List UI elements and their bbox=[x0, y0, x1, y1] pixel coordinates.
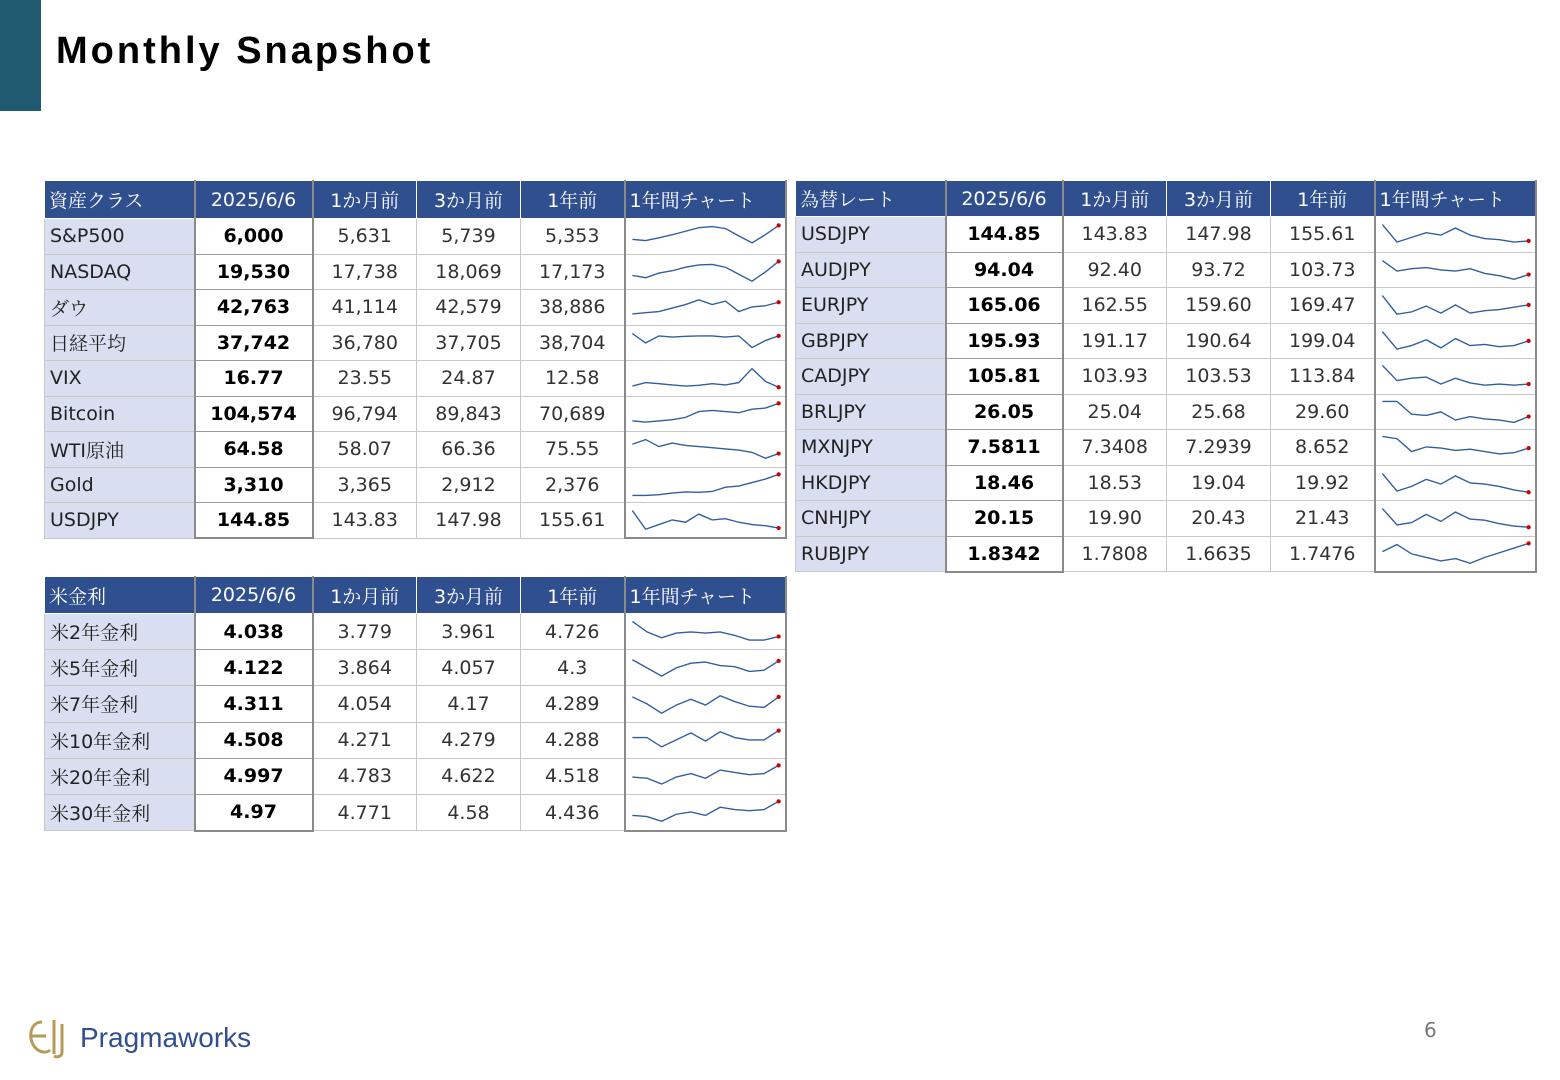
table-row bbox=[45, 396, 786, 432]
table-header-row bbox=[796, 181, 1536, 217]
fx-rate-table bbox=[795, 180, 1537, 573]
table-row bbox=[45, 361, 786, 397]
sparkline-cell bbox=[1375, 430, 1536, 466]
column-header: 1年前 bbox=[521, 181, 625, 219]
row-label: S&P500 bbox=[45, 219, 195, 255]
current-value-cell: 64.58 bbox=[195, 432, 313, 468]
sparkline-last-point bbox=[1526, 303, 1530, 307]
pragmaworks-logo-mark-icon bbox=[24, 1016, 72, 1060]
sparkline-chart bbox=[1376, 254, 1535, 286]
historical-value-cell: 89,843 bbox=[417, 396, 521, 432]
historical-value-cell: 159.60 bbox=[1167, 288, 1271, 324]
row-label: 日経平均 bbox=[45, 325, 195, 361]
sparkline-chart bbox=[626, 327, 785, 359]
historical-value-cell: 147.98 bbox=[1167, 217, 1271, 253]
sparkline-series bbox=[632, 621, 778, 640]
row-label: 米5年金利 bbox=[45, 650, 195, 686]
historical-value-cell: 96,794 bbox=[313, 396, 417, 432]
row-label: 米20年金利 bbox=[45, 758, 195, 794]
historical-value-cell: 37,705 bbox=[417, 325, 521, 361]
page-title: Monthly Snapshot bbox=[56, 30, 434, 72]
historical-value-cell: 155.61 bbox=[1271, 217, 1375, 253]
sparkline-series bbox=[1382, 543, 1528, 563]
current-value-cell: 144.85 bbox=[195, 503, 313, 539]
sparkline-chart bbox=[1376, 396, 1535, 428]
historical-value-cell: 3,365 bbox=[313, 467, 417, 503]
column-header: 3か月前 bbox=[417, 181, 521, 219]
sparkline-series bbox=[1382, 473, 1528, 492]
historical-value-cell: 4.58 bbox=[417, 794, 521, 830]
row-label: BRLJPY bbox=[796, 394, 946, 430]
sparkline-cell bbox=[625, 254, 786, 290]
current-value-cell: 165.06 bbox=[946, 288, 1063, 324]
historical-value-cell: 143.83 bbox=[313, 503, 417, 539]
current-value-cell: 37,742 bbox=[195, 325, 313, 361]
sparkline-chart bbox=[626, 688, 785, 720]
current-value-cell: 94.04 bbox=[946, 252, 1063, 288]
sparkline-last-point bbox=[776, 401, 780, 405]
table-row bbox=[796, 217, 1536, 253]
table-row bbox=[796, 323, 1536, 359]
sparkline-series bbox=[1382, 509, 1528, 528]
sparkline-last-point bbox=[1526, 382, 1530, 386]
current-value-cell: 18.46 bbox=[946, 465, 1063, 501]
sparkline-last-point bbox=[1526, 446, 1530, 450]
sparkline-chart bbox=[1376, 289, 1535, 321]
sparkline-last-point bbox=[1526, 490, 1530, 494]
historical-value-cell: 19.90 bbox=[1063, 501, 1167, 537]
current-value-cell: 3,310 bbox=[195, 467, 313, 503]
column-header: 1年間チャート bbox=[1375, 181, 1536, 217]
row-label: 米10年金利 bbox=[45, 722, 195, 758]
table-row bbox=[45, 467, 786, 503]
sparkline-last-point bbox=[1526, 339, 1530, 343]
sparkline-series bbox=[1382, 260, 1528, 279]
current-value-cell: 20.15 bbox=[946, 501, 1063, 537]
sparkline-last-point bbox=[776, 224, 780, 228]
sparkline-chart bbox=[626, 362, 785, 394]
historical-value-cell: 92.40 bbox=[1063, 252, 1167, 288]
sparkline-cell bbox=[625, 396, 786, 432]
table-row bbox=[45, 758, 786, 794]
current-value-cell: 1.8342 bbox=[946, 536, 1063, 572]
sparkline-series bbox=[1382, 296, 1528, 315]
column-header: 1年間チャート bbox=[625, 577, 786, 614]
historical-value-cell: 20.43 bbox=[1167, 501, 1271, 537]
historical-value-cell: 4.622 bbox=[417, 758, 521, 794]
sparkline-last-point bbox=[776, 659, 780, 663]
sparkline-last-point bbox=[776, 385, 780, 389]
historical-value-cell: 191.17 bbox=[1063, 323, 1167, 359]
sparkline-cell bbox=[1375, 359, 1536, 395]
historical-value-cell: 4.518 bbox=[521, 758, 625, 794]
sparkline-series bbox=[632, 802, 778, 822]
row-label: MXNJPY bbox=[796, 430, 946, 466]
sparkline-last-point bbox=[776, 472, 780, 476]
historical-value-cell: 3.864 bbox=[313, 650, 417, 686]
table-row bbox=[45, 290, 786, 326]
historical-value-cell: 4.17 bbox=[417, 686, 521, 722]
sparkline-chart bbox=[626, 398, 785, 430]
sparkline-series bbox=[632, 696, 778, 713]
historical-value-cell: 38,886 bbox=[521, 290, 625, 326]
sparkline-last-point bbox=[1526, 541, 1530, 545]
sparkline-cell bbox=[625, 794, 786, 830]
row-label: GBPJPY bbox=[796, 323, 946, 359]
sparkline-chart bbox=[626, 220, 785, 252]
current-value-cell: 4.97 bbox=[195, 794, 313, 830]
row-label: Bitcoin bbox=[45, 396, 195, 432]
row-label: CNHJPY bbox=[796, 501, 946, 537]
sparkline-last-point bbox=[776, 526, 780, 530]
sparkline-last-point bbox=[1526, 272, 1530, 276]
historical-value-cell: 4.3 bbox=[521, 650, 625, 686]
sparkline-cell bbox=[1375, 465, 1536, 501]
row-label: CADJPY bbox=[796, 359, 946, 395]
sparkline-series bbox=[632, 403, 778, 422]
pragmaworks-logo bbox=[24, 1016, 251, 1060]
sparkline-last-point bbox=[776, 729, 780, 733]
table-row bbox=[796, 430, 1536, 466]
sparkline-chart bbox=[626, 760, 785, 792]
column-header: 2025/6/6 bbox=[946, 181, 1063, 217]
title-accent-bar bbox=[0, 0, 41, 111]
historical-value-cell: 5,353 bbox=[521, 219, 625, 255]
sparkline-chart bbox=[626, 256, 785, 288]
historical-value-cell: 4.726 bbox=[521, 614, 625, 650]
sparkline-cell bbox=[625, 432, 786, 468]
sparkline-series bbox=[632, 333, 778, 347]
sparkline-series bbox=[1382, 366, 1528, 386]
current-value-cell: 104,574 bbox=[195, 396, 313, 432]
sparkline-chart bbox=[1376, 325, 1535, 357]
table-row bbox=[796, 288, 1536, 324]
historical-value-cell: 7.2939 bbox=[1167, 430, 1271, 466]
sparkline-cell bbox=[1375, 252, 1536, 288]
current-value-cell: 105.81 bbox=[946, 359, 1063, 395]
row-label: Gold bbox=[45, 467, 195, 503]
us-rates-table bbox=[44, 576, 787, 832]
historical-value-cell: 5,739 bbox=[417, 219, 521, 255]
table-row bbox=[45, 686, 786, 722]
sparkline-chart bbox=[626, 433, 785, 465]
row-label: WTI原油 bbox=[45, 432, 195, 468]
sparkline-cell bbox=[1375, 323, 1536, 359]
column-header: 3か月前 bbox=[417, 577, 521, 614]
sparkline-chart bbox=[626, 504, 785, 536]
historical-value-cell: 147.98 bbox=[417, 503, 521, 539]
sparkline-series bbox=[1382, 331, 1528, 348]
current-value-cell: 42,763 bbox=[195, 290, 313, 326]
current-value-cell: 144.85 bbox=[946, 217, 1063, 253]
table-row bbox=[45, 254, 786, 290]
sparkline-series bbox=[632, 261, 778, 281]
sparkline-cell bbox=[625, 290, 786, 326]
sparkline-chart bbox=[626, 796, 785, 828]
historical-value-cell: 21.43 bbox=[1271, 501, 1375, 537]
page-number: 6 bbox=[1424, 1018, 1437, 1042]
current-value-cell: 7.5811 bbox=[946, 430, 1063, 466]
historical-value-cell: 19.04 bbox=[1167, 465, 1271, 501]
column-header: 1年前 bbox=[521, 577, 625, 614]
sparkline-cell bbox=[1375, 288, 1536, 324]
brand-name: Pragmaworks bbox=[80, 1022, 252, 1053]
sparkline-cell bbox=[1375, 536, 1536, 572]
current-value-cell: 6,000 bbox=[195, 219, 313, 255]
row-label: VIX bbox=[45, 361, 195, 397]
sparkline-cell bbox=[625, 614, 786, 650]
historical-value-cell: 36,780 bbox=[313, 325, 417, 361]
sparkline-last-point bbox=[776, 452, 780, 456]
historical-value-cell: 17,738 bbox=[313, 254, 417, 290]
historical-value-cell: 7.3408 bbox=[1063, 430, 1167, 466]
historical-value-cell: 4.436 bbox=[521, 794, 625, 830]
table-row bbox=[796, 359, 1536, 395]
table-header-row bbox=[45, 181, 786, 219]
table-row bbox=[45, 503, 786, 539]
sparkline-series bbox=[632, 731, 778, 747]
historical-value-cell: 66.36 bbox=[417, 432, 521, 468]
column-header: 2025/6/6 bbox=[195, 181, 313, 219]
historical-value-cell: 93.72 bbox=[1167, 252, 1271, 288]
historical-value-cell: 2,376 bbox=[521, 467, 625, 503]
historical-value-cell: 4.289 bbox=[521, 686, 625, 722]
column-header: 1年前 bbox=[1271, 181, 1375, 217]
sparkline-series bbox=[1382, 437, 1528, 454]
table-row bbox=[45, 219, 786, 255]
historical-value-cell: 3.779 bbox=[313, 614, 417, 650]
sparkline-series bbox=[632, 300, 778, 314]
table-row bbox=[45, 722, 786, 758]
sparkline-chart bbox=[1376, 218, 1535, 250]
row-label: NASDAQ bbox=[45, 254, 195, 290]
table-row bbox=[796, 394, 1536, 430]
sparkline-series bbox=[632, 440, 778, 459]
table-header-row bbox=[45, 577, 786, 614]
sparkline-series bbox=[632, 369, 778, 388]
row-label: ダウ bbox=[45, 290, 195, 326]
historical-value-cell: 113.84 bbox=[1271, 359, 1375, 395]
sparkline-last-point bbox=[1526, 525, 1530, 529]
historical-value-cell: 58.07 bbox=[313, 432, 417, 468]
table-row bbox=[796, 252, 1536, 288]
historical-value-cell: 3.961 bbox=[417, 614, 521, 650]
historical-value-cell: 38,704 bbox=[521, 325, 625, 361]
column-header: 1か月前 bbox=[1063, 181, 1167, 217]
row-label: HKDJPY bbox=[796, 465, 946, 501]
sparkline-last-point bbox=[776, 764, 780, 768]
sparkline-last-point bbox=[1526, 414, 1530, 418]
table-row bbox=[796, 465, 1536, 501]
historical-value-cell: 199.04 bbox=[1271, 323, 1375, 359]
table-row bbox=[45, 614, 786, 650]
sparkline-last-point bbox=[776, 300, 780, 304]
sparkline-chart bbox=[626, 616, 785, 648]
historical-value-cell: 1.7808 bbox=[1063, 536, 1167, 572]
current-value-cell: 4.122 bbox=[195, 650, 313, 686]
sparkline-series bbox=[1382, 401, 1528, 422]
historical-value-cell: 70,689 bbox=[521, 396, 625, 432]
sparkline-last-point bbox=[776, 259, 780, 263]
column-header: 3か月前 bbox=[1167, 181, 1271, 217]
sparkline-chart bbox=[1376, 538, 1535, 570]
sparkline-cell bbox=[1375, 501, 1536, 537]
historical-value-cell: 24.87 bbox=[417, 361, 521, 397]
sparkline-cell bbox=[625, 219, 786, 255]
sparkline-cell bbox=[625, 503, 786, 539]
column-header: 為替レート bbox=[796, 181, 946, 217]
column-header: 1か月前 bbox=[313, 181, 417, 219]
historical-value-cell: 8.652 bbox=[1271, 430, 1375, 466]
historical-value-cell: 4.271 bbox=[313, 722, 417, 758]
sparkline-series bbox=[632, 226, 778, 243]
historical-value-cell: 1.7476 bbox=[1271, 536, 1375, 572]
sparkline-chart bbox=[1376, 467, 1535, 499]
sparkline-cell bbox=[1375, 217, 1536, 253]
historical-value-cell: 12.58 bbox=[521, 361, 625, 397]
historical-value-cell: 4.783 bbox=[313, 758, 417, 794]
historical-value-cell: 4.288 bbox=[521, 722, 625, 758]
sparkline-last-point bbox=[776, 634, 780, 638]
historical-value-cell: 103.93 bbox=[1063, 359, 1167, 395]
sparkline-chart bbox=[1376, 502, 1535, 534]
historical-value-cell: 25.04 bbox=[1063, 394, 1167, 430]
historical-value-cell: 143.83 bbox=[1063, 217, 1167, 253]
sparkline-cell bbox=[625, 361, 786, 397]
historical-value-cell: 23.55 bbox=[313, 361, 417, 397]
historical-value-cell: 155.61 bbox=[521, 503, 625, 539]
column-header: 1か月前 bbox=[313, 577, 417, 614]
sparkline-series bbox=[632, 511, 778, 530]
sparkline-cell bbox=[625, 686, 786, 722]
sparkline-series bbox=[632, 766, 778, 785]
sparkline-cell bbox=[625, 467, 786, 503]
row-label: 米2年金利 bbox=[45, 614, 195, 650]
historical-value-cell: 25.68 bbox=[1167, 394, 1271, 430]
row-label: USDJPY bbox=[45, 503, 195, 539]
table-row bbox=[796, 536, 1536, 572]
historical-value-cell: 42,579 bbox=[417, 290, 521, 326]
historical-value-cell: 4.057 bbox=[417, 650, 521, 686]
sparkline-chart bbox=[626, 469, 785, 501]
historical-value-cell: 103.73 bbox=[1271, 252, 1375, 288]
historical-value-cell: 18.53 bbox=[1063, 465, 1167, 501]
current-value-cell: 19,530 bbox=[195, 254, 313, 290]
sparkline-cell bbox=[625, 758, 786, 794]
historical-value-cell: 4.279 bbox=[417, 722, 521, 758]
sparkline-chart bbox=[626, 291, 785, 323]
current-value-cell: 4.997 bbox=[195, 758, 313, 794]
sparkline-last-point bbox=[776, 800, 780, 804]
asset-class-table bbox=[44, 180, 787, 539]
sparkline-last-point bbox=[1526, 239, 1530, 243]
sparkline-chart bbox=[626, 652, 785, 684]
historical-value-cell: 2,912 bbox=[417, 467, 521, 503]
sparkline-series bbox=[1382, 225, 1528, 242]
current-value-cell: 26.05 bbox=[946, 394, 1063, 430]
table-row bbox=[45, 650, 786, 686]
column-header: 米金利 bbox=[45, 577, 195, 614]
historical-value-cell: 162.55 bbox=[1063, 288, 1167, 324]
current-value-cell: 4.038 bbox=[195, 614, 313, 650]
table-row bbox=[45, 794, 786, 830]
historical-value-cell: 75.55 bbox=[521, 432, 625, 468]
sparkline-chart bbox=[1376, 360, 1535, 392]
column-header: 1年間チャート bbox=[625, 181, 786, 219]
current-value-cell: 16.77 bbox=[195, 361, 313, 397]
row-label: RUBJPY bbox=[796, 536, 946, 572]
table-row bbox=[45, 432, 786, 468]
historical-value-cell: 103.53 bbox=[1167, 359, 1271, 395]
column-header: 2025/6/6 bbox=[195, 577, 313, 614]
historical-value-cell: 5,631 bbox=[313, 219, 417, 255]
row-label: 米30年金利 bbox=[45, 794, 195, 830]
sparkline-cell bbox=[1375, 394, 1536, 430]
historical-value-cell: 190.64 bbox=[1167, 323, 1271, 359]
current-value-cell: 4.311 bbox=[195, 686, 313, 722]
historical-value-cell: 1.6635 bbox=[1167, 536, 1271, 572]
row-label: 米7年金利 bbox=[45, 686, 195, 722]
sparkline-chart bbox=[626, 724, 785, 756]
sparkline-series bbox=[632, 474, 778, 495]
historical-value-cell: 4.054 bbox=[313, 686, 417, 722]
historical-value-cell: 4.771 bbox=[313, 794, 417, 830]
sparkline-cell bbox=[625, 722, 786, 758]
historical-value-cell: 18,069 bbox=[417, 254, 521, 290]
historical-value-cell: 169.47 bbox=[1271, 288, 1375, 324]
historical-value-cell: 19.92 bbox=[1271, 465, 1375, 501]
column-header: 資産クラス bbox=[45, 181, 195, 219]
table-row bbox=[796, 501, 1536, 537]
historical-value-cell: 29.60 bbox=[1271, 394, 1375, 430]
sparkline-last-point bbox=[776, 334, 780, 338]
row-label: USDJPY bbox=[796, 217, 946, 253]
sparkline-series bbox=[632, 660, 778, 676]
historical-value-cell: 17,173 bbox=[521, 254, 625, 290]
current-value-cell: 4.508 bbox=[195, 722, 313, 758]
historical-value-cell: 41,114 bbox=[313, 290, 417, 326]
sparkline-cell bbox=[625, 650, 786, 686]
row-label: EURJPY bbox=[796, 288, 946, 324]
row-label: AUDJPY bbox=[796, 252, 946, 288]
sparkline-last-point bbox=[776, 695, 780, 699]
current-value-cell: 195.93 bbox=[946, 323, 1063, 359]
table-row bbox=[45, 325, 786, 361]
sparkline-chart bbox=[1376, 431, 1535, 463]
sparkline-cell bbox=[625, 325, 786, 361]
